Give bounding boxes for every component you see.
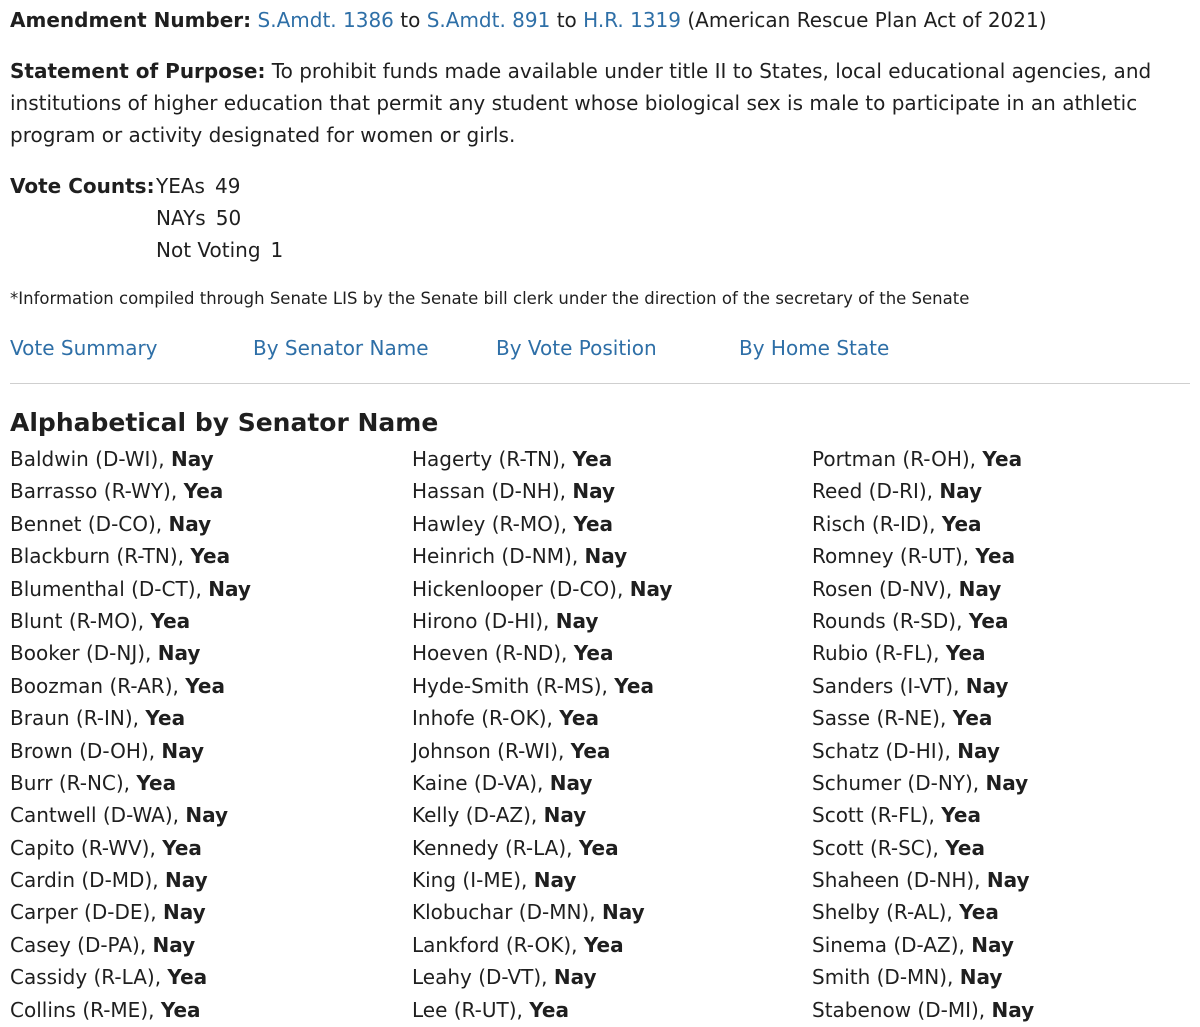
amendment-891-link[interactable]: S.Amdt. 891 (426, 8, 551, 32)
senator-name: Smith (D-MN), (812, 965, 960, 990)
senator-row (812, 637, 1200, 669)
senator-vote: Yea (572, 447, 613, 471)
senator-name: Hyde-Smith (R-MS), (412, 673, 615, 698)
senator-vote: Yea (160, 997, 201, 1022)
senator-name: Stabenow (D-MI), (812, 997, 992, 1022)
by-vote-position-link[interactable]: By Vote Position (496, 336, 657, 360)
by-senator-name-link[interactable]: By Senator Name (253, 336, 429, 360)
senator-row (10, 994, 405, 1026)
senator-name: Blunt (R-MO), (10, 608, 151, 633)
purpose-label: Statement of Purpose: (10, 59, 266, 83)
senator-name: Leahy (D-VT), (412, 965, 554, 990)
senator-row (10, 475, 405, 507)
senator-vote: Yea (529, 997, 569, 1022)
senator-name: Shelby (R-AL), (812, 900, 960, 925)
senator-name: Johnson (R-WI), (412, 738, 571, 763)
senator-row (412, 573, 807, 605)
amendment-number-label: Amendment Number: (10, 8, 252, 32)
senator-vote: Nay (965, 673, 1009, 698)
senator-name: Burr (R-NC), (10, 770, 137, 795)
senator-name: Hirono (D-HI), (412, 608, 556, 633)
senator-vote: Yea (570, 738, 611, 763)
senator-vote: Yea (190, 544, 231, 569)
senator-name: Kelly (D-AZ), (412, 803, 544, 828)
senator-row (412, 475, 807, 507)
vote-counts-table (156, 170, 283, 266)
vote-count-value: 1 (270, 238, 284, 262)
senator-vote: Yea (614, 673, 654, 698)
senator-name: Casey (D-PA), (10, 932, 153, 957)
amendment-number-line (10, 6, 1047, 34)
senator-name: Hagerty (R-TN), (412, 447, 573, 471)
senator-column (412, 443, 807, 1026)
senator-vote: Yea (968, 608, 1009, 633)
senator-name: Hawley (R-MO), (412, 511, 574, 536)
senator-column (10, 443, 405, 1026)
bill-hr1319-link[interactable]: H.R. 1319 (583, 8, 681, 32)
amendment-to-text-1: to (393, 8, 427, 32)
senator-name: Kennedy (R-LA), (412, 835, 579, 860)
senator-vote: Nay (985, 770, 1029, 795)
senator-vote: Nay (986, 868, 1030, 893)
senator-vote: Yea (959, 900, 999, 925)
senator-name: Cardin (D-MD), (10, 868, 165, 893)
senator-row (412, 735, 807, 767)
statement-of-purpose (10, 55, 1190, 151)
senator-row (10, 735, 405, 767)
senator-vote: Nay (991, 997, 1035, 1022)
senator-vote: Yea (945, 641, 986, 666)
senator-name: Inhofe (R-OK), (412, 706, 560, 731)
senator-row (812, 605, 1200, 637)
senator-row (10, 443, 405, 475)
senator-row (412, 767, 807, 799)
vote-count-row-yeas (156, 170, 283, 202)
senator-vote: Nay (161, 738, 205, 763)
senator-row (412, 605, 807, 637)
vote-counts-label: Vote Counts: (10, 174, 155, 198)
bill-title: (American Rescue Plan Act of 2021) (681, 8, 1047, 32)
senator-name: Booker (D-NJ), (10, 641, 158, 666)
senator-row (10, 929, 405, 961)
senator-name: Barrasso (R-WY), (10, 479, 184, 504)
senator-vote: Nay (168, 511, 212, 536)
senator-name: Sasse (R-NE), (812, 706, 953, 731)
senator-name: Heinrich (D-NM), (412, 544, 585, 569)
senator-row (412, 508, 807, 540)
senator-name: Rubio (R-FL), (812, 641, 946, 666)
senator-row (812, 864, 1200, 896)
senator-vote: Yea (975, 544, 1016, 569)
senator-row (812, 573, 1200, 605)
senator-name: Scott (R-FL), (812, 803, 942, 828)
senator-row (10, 864, 405, 896)
vote-count-label: YEAs (156, 174, 205, 198)
senator-vote: Yea (150, 608, 191, 633)
senator-vote: Yea (945, 835, 985, 860)
senator-name: Rosen (D-NV), (812, 576, 959, 601)
amendment-to-text-2: to (550, 8, 584, 32)
senator-name: Blackburn (R-TN), (10, 544, 191, 569)
senator-row (10, 637, 405, 669)
senator-row (412, 702, 807, 734)
senator-name: Rounds (R-SD), (812, 608, 969, 633)
senator-name: Capito (R-WV), (10, 835, 163, 860)
senator-vote: Nay (971, 932, 1014, 957)
senator-row (412, 864, 807, 896)
senator-name: Reed (D-RI), (812, 479, 940, 504)
senator-name: Cassidy (R-LA), (10, 965, 168, 990)
senator-vote: Nay (157, 641, 201, 666)
senator-vote: Nay (543, 803, 587, 828)
senator-vote: Yea (559, 706, 599, 731)
senator-name: Sanders (I-VT), (812, 673, 966, 698)
senator-vote: Yea (573, 641, 614, 666)
senator-vote: Nay (553, 965, 597, 990)
senator-vote: Nay (170, 447, 214, 471)
senator-vote: Yea (167, 965, 208, 990)
senator-row (412, 896, 807, 928)
senator-vote: Nay (164, 868, 208, 893)
senator-name: Risch (R-ID), (812, 511, 942, 536)
senator-name: Baldwin (D-WI), (10, 447, 171, 471)
senator-vote: Nay (208, 576, 251, 601)
senator-row (10, 508, 405, 540)
senator-row (412, 832, 807, 864)
vote-count-value: 49 (214, 174, 241, 198)
senator-row (412, 799, 807, 831)
by-home-state-link[interactable]: By Home State (739, 336, 890, 360)
senator-name: Klobuchar (D-MN), (412, 900, 602, 925)
senator-row (812, 929, 1200, 961)
senator-vote: Nay (152, 932, 196, 957)
senator-vote: Yea (145, 706, 186, 731)
vote-count-row-nays (156, 202, 283, 234)
purpose-text: To prohibit funds made available under title II to States, local educational agencies, and institutions of higher education that permit any student whose biological sex is male to participate in an athletic program or activity designated for women or girls. (10, 59, 1152, 147)
senator-name: Kaine (D-VA), (412, 770, 550, 795)
senator-vote: Nay (939, 479, 983, 504)
senator-name: Schatz (D-HI), (812, 738, 958, 763)
senator-name: Schumer (D-NY), (812, 770, 986, 795)
senator-name: Hoeven (R-ND), (412, 641, 574, 666)
senator-vote: Yea (183, 479, 224, 504)
senator-name: Portman (R-OH), (812, 447, 983, 471)
amendment-1386-link[interactable]: S.Amdt. 1386 (257, 8, 394, 32)
senator-name: Sinema (D-AZ), (812, 932, 972, 957)
senator-row (10, 670, 405, 702)
senator-row (812, 994, 1200, 1026)
senator-row (10, 605, 405, 637)
senator-vote: Yea (941, 511, 982, 536)
senator-vote: Nay (572, 479, 616, 504)
senator-row (812, 475, 1200, 507)
senator-name: Scott (R-SC), (812, 835, 946, 860)
senator-name: Carper (D-DE), (10, 900, 163, 925)
senator-row (412, 443, 807, 475)
senator-vote: Nay (959, 965, 1003, 990)
divider (10, 383, 1190, 384)
senator-row (812, 735, 1200, 767)
senator-row (10, 799, 405, 831)
senator-vote: Nay (957, 738, 1000, 763)
senator-name: Boozman (R-AR), (10, 673, 186, 698)
senator-row (412, 929, 807, 961)
senator-vote: Nay (601, 900, 645, 925)
senator-row (10, 896, 405, 928)
senator-name: Romney (R-UT), (812, 544, 976, 569)
senator-vote: Yea (941, 803, 981, 828)
senator-row (812, 443, 1200, 475)
section-title: Alphabetical by Senator Name (10, 408, 439, 437)
senator-row (812, 702, 1200, 734)
senator-vote: Yea (136, 770, 177, 795)
vote-count-label: Not Voting (156, 238, 261, 262)
senator-row (412, 994, 807, 1026)
senator-column (812, 443, 1200, 1026)
senator-name: Lankford (R-OK), (412, 932, 584, 957)
senator-vote: Yea (583, 932, 624, 957)
vote-count-row-not-voting (156, 234, 283, 266)
senator-vote: Nay (584, 544, 628, 569)
senator-row (812, 508, 1200, 540)
senator-row (412, 540, 807, 572)
senator-row (10, 767, 405, 799)
senator-name: Lee (R-UT), (412, 997, 530, 1022)
senator-row (412, 637, 807, 669)
senator-vote: Yea (185, 673, 225, 698)
senator-row (812, 767, 1200, 799)
senator-vote: Yea (578, 835, 619, 860)
senator-name: Hassan (D-NH), (412, 479, 573, 504)
senator-row (812, 896, 1200, 928)
senator-vote: Nay (958, 576, 1002, 601)
senator-name: Shaheen (D-NH), (812, 868, 987, 893)
senator-row (412, 670, 807, 702)
senator-vote: Nay (549, 770, 593, 795)
senator-name: Bennet (D-CO), (10, 511, 169, 536)
senator-name: Braun (R-IN), (10, 706, 146, 731)
senator-row (812, 799, 1200, 831)
senator-vote: Yea (573, 511, 614, 536)
senator-vote: Nay (629, 576, 673, 601)
senator-row (10, 832, 405, 864)
senator-row (812, 670, 1200, 702)
senator-row (812, 540, 1200, 572)
senator-row (10, 573, 405, 605)
senator-name: Blumenthal (D-CT), (10, 576, 209, 601)
senator-row (812, 832, 1200, 864)
vote-summary-link[interactable]: Vote Summary (10, 336, 158, 360)
senator-vote: Nay (185, 803, 229, 828)
senator-name: King (I-ME), (412, 868, 534, 893)
senator-vote: Nay (533, 868, 577, 893)
senator-row (10, 540, 405, 572)
senator-vote: Nay (163, 900, 206, 925)
vote-count-label: NAYs (156, 206, 206, 230)
senator-name: Collins (R-ME), (10, 997, 161, 1022)
senator-name: Brown (D-OH), (10, 738, 162, 763)
senator-name: Hickenlooper (D-CO), (412, 576, 630, 601)
senator-vote: Yea (982, 447, 1023, 471)
senator-vote: Yea (162, 835, 202, 860)
vote-count-value: 50 (215, 206, 242, 230)
senator-row (812, 961, 1200, 993)
senator-name: Cantwell (D-WA), (10, 803, 186, 828)
senator-row (10, 961, 405, 993)
senator-vote: Yea (952, 706, 993, 731)
senator-row (10, 702, 405, 734)
senator-row (412, 961, 807, 993)
information-note: *Information compiled through Senate LIS by the Senate bill clerk under the direction of the secretary of the Senate (10, 289, 970, 308)
senator-vote: Nay (555, 608, 599, 633)
